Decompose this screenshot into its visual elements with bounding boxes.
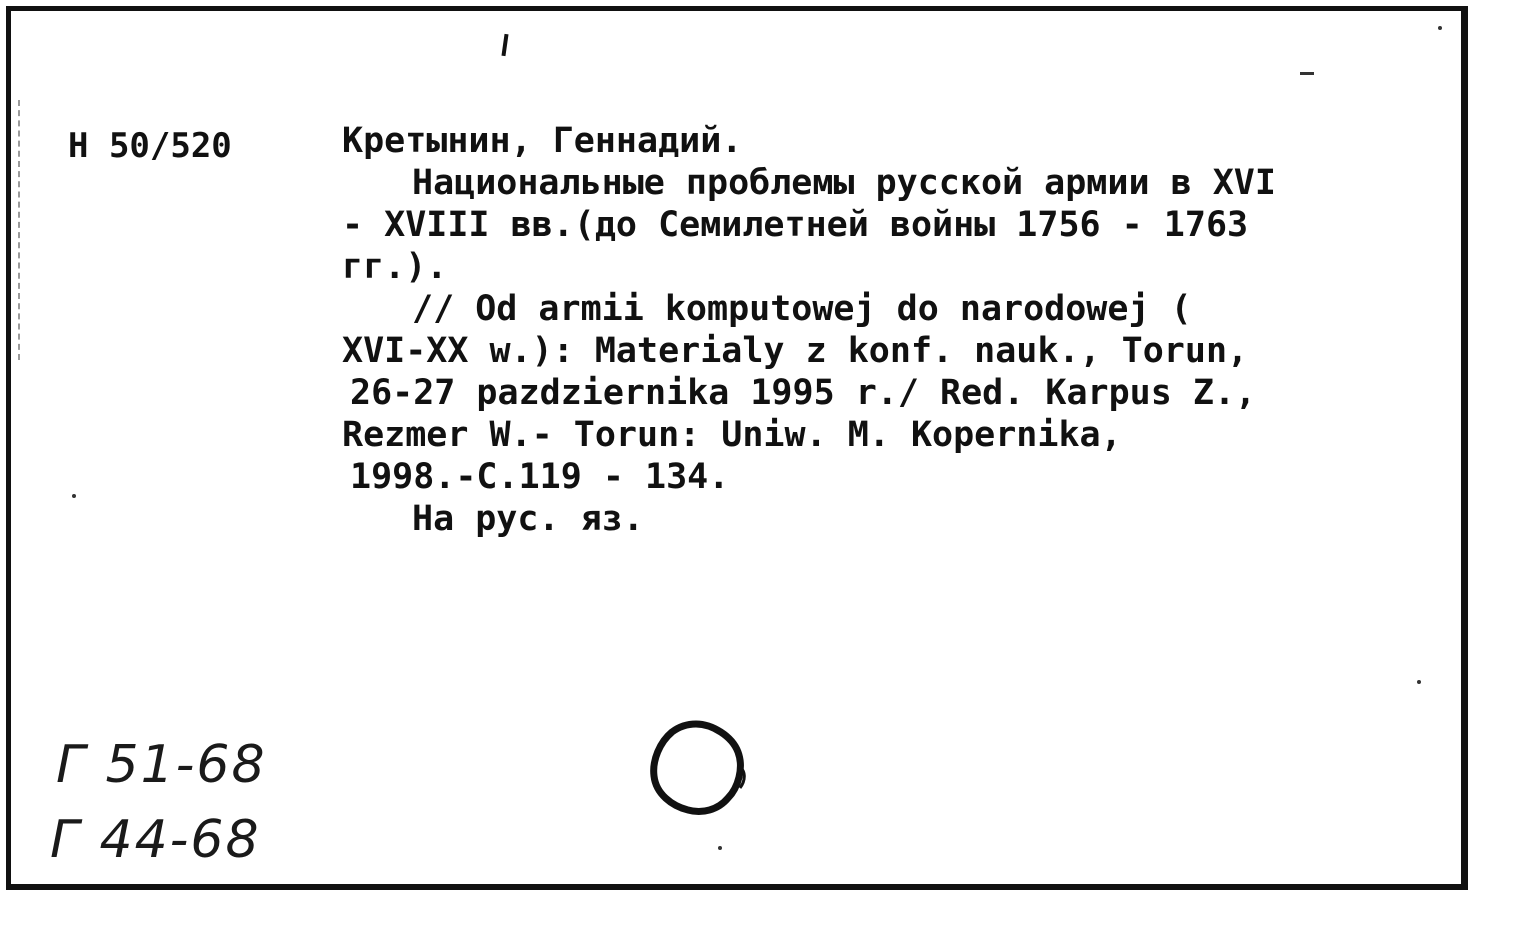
title-line-1: Национальные проблемы русской армии в XVI xyxy=(412,163,1276,203)
handwritten-note-1: Г 51-68 xyxy=(56,735,267,795)
handwritten-note-2: Г 44-68 xyxy=(50,810,261,870)
source-line-2: XVI-XX w.): Materialy z konf. nauk., Torun, xyxy=(342,331,1249,371)
title-line-2: - XVIII вв.(до Семилетней войны 1756 - 1763 xyxy=(342,205,1249,245)
source-line-4: Rezmer W.- Torun: Uniw. M. Kopernika, xyxy=(342,415,1122,455)
speck xyxy=(1438,26,1442,30)
bibliographic-entry xyxy=(342,120,1452,540)
speck xyxy=(1417,680,1421,684)
source-line-3: 26-27 pazdziernika 1995 r./ Red. Karpus Z., xyxy=(350,373,1257,413)
speck xyxy=(718,846,722,850)
speck xyxy=(1300,72,1314,75)
punch-hole-icon xyxy=(646,718,746,818)
pages-line: 1998.-C.119 - 134. xyxy=(350,457,730,497)
source-line-1: // Od armii komputowej do narodowej ( xyxy=(412,289,1192,329)
title-line-3: гг.). xyxy=(342,247,448,287)
language-line: На рус. яз. xyxy=(412,499,644,539)
perforation-edge xyxy=(18,100,20,360)
author-line: Кретынин, Геннадий. xyxy=(342,121,743,161)
shelfmark: Н 50/520 xyxy=(68,126,232,166)
speck xyxy=(72,494,76,498)
